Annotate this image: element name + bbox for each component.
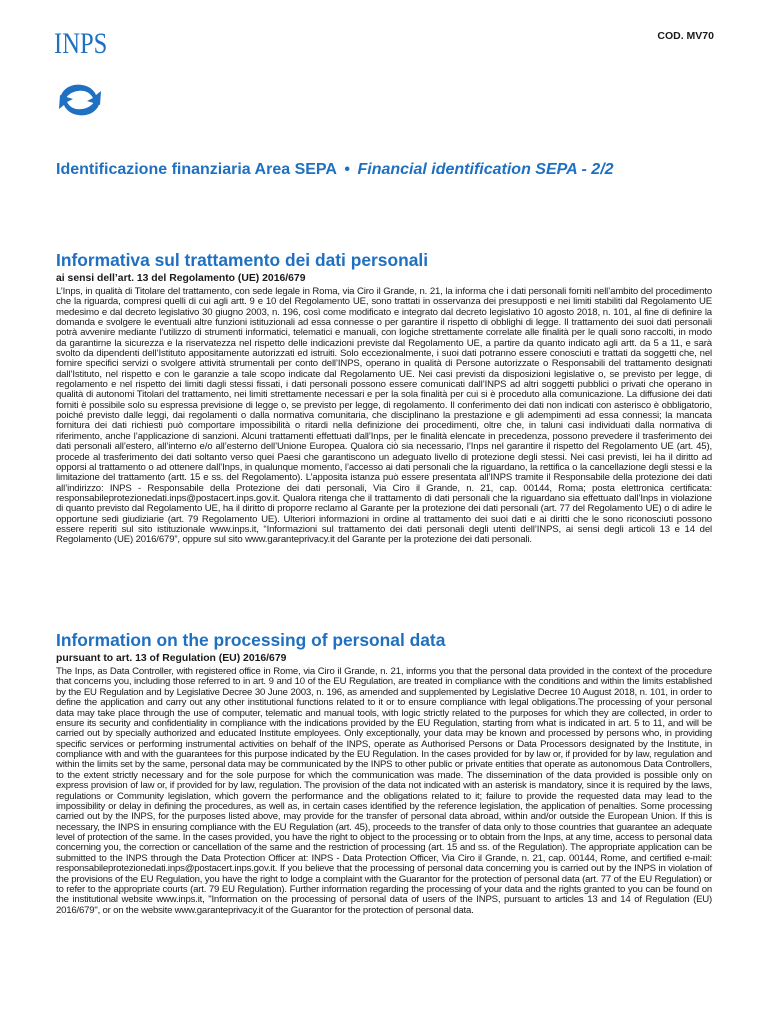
title-separator: • [344,161,351,178]
title-italian: Identificazione finanziaria Area SEPA [56,161,337,178]
privacy-notice-italian [56,250,712,546]
logo-text: INPS [54,27,108,60]
inps-logo [50,27,110,122]
section-heading: Informativa sul trattamento dei dati personali [56,250,429,270]
section-heading: Information on the processing of personal data [56,630,446,650]
section-subheading: ai sensi dell’art. 13 del Regolamento (UE) 2016/679 [56,273,306,284]
section-body: L’Inps, in qualità di Titolare del trattamento, con sede legale in Roma, via Ciro il Grande, n. 21, la informa che i dati personali forniti nell’ambito del procedimento che la riguarda, compresi quelli di cui agli artt. 9 e 10 del Regolamento UE, sono trattati in osservanza dei presupposti e nei limiti stabiliti dal Regolamento UE medesimo e dal decreto legislativo 30 giugno 2003, n. 196, così come modificato e integrato dal decreto legislativo 10 agosto 2018, n. 101, al fine di definire la domanda e svolgere le eventuali altre funzioni istituzionali ad essa connesse o per garantire il rispetto di obblighi di legge. Il trattamento dei suoi dati personali potrà avvenire mediante l’utilizzo di strumenti informatici, telematici e manuali, con logiche strettamente correlate alle finalità per le quali sono raccolti, in modo da garantirne la sicurezza e la riservatezza nel rispetto delle indicazioni previste dal Regolamento UE, a partire da quanto indicato agli artt. da 5 a 11, e sarà svolto da dipendenti dell’Istituto appositamente autorizzati ed istruiti. Solo eccezionalmente, i suoi dati potranno essere conosciuti e trattati da soggetti che, nel fornire specifici servizi o svolgere attività strumentali per conto dell’INPS, operano in qualità di Persone autorizzate o Responsabili del trattamento designati dall’Istituto, nel rispetto e con le garanzie a tale scopo indicate dal Regolamento UE. Nei casi previsti da disposizioni legislative o, se previsto per legge, di regolamento e nel rispetto dei limiti dagli stessi fissati, i dati personali possono essere comunicati dall’INPS ad altri soggetti pubblici o privati che operano in qualità di autonomi Titolari del trattamento, nei limiti strettamente necessari e per la sola finalità per cui si è proceduto alla comunicazione. La diffusione dei dati forniti è possibile solo su espressa previsione di legge o, se previsto per legge, di regolamento. Il conferimento dei dati non indicati con asterisco è obbligatorio, poiché previsto dalle leggi, dai regolamenti o dalla normativa comunitaria, che disciplinano la prestazione e gli adempimenti ad essa connessi; la mancata fornitura dei dati richiesti può comportare impossibilità o ritardi nella definizione dei procedimenti, oltre che, in taluni casi individuati dalla normativa di riferimento, anche l’applicazione di sanzioni. Alcuni trattamenti effettuati dall’Inps, per le finalità elencate in precedenza, possono prevedere il trasferimento dei dati personali all’estero, all’interno e/o all’esterno dell’Unione Europea. Qualora ciò sia necessario, l’Inps nel garantire il rispetto del Regolamento UE (art. 45), procede al trasferimento dei dati soltanto verso quei Paesi che garantiscono un adeguato livello di protezione degli stessi. Nei casi previsti, lei ha il diritto ad opporsi al trattamento o ad ottenere dall’Inps, in qualunque momento, l’accesso ai dati personali che la riguardano, la rettifica o la cancellazione degli stessi e la limitazione del trattamento (artt. 15 e ss. del Regolamento). L’apposita istanza può essere presentata all’INPS tramite il Responsabile della protezione dei dati all’indirizzo: INPS - Responsabile della Protezione dei dati personali, Via Ciro il Grande, n. 21, cap. 00144, Roma; posta elettronica certificata: responsabileprotezionedati.inps@postacert.inps.gov.it. Qualora ritenga che il trattamento di dati personali che la riguardano sia effettuato dall’Inps in violazione di quanto previsto dal Regolamento UE, ha il diritto di proporre reclamo al Garante per la protezione dei dati personali (art. 77 del Regolamento UE) o di adire le opportune sedi giudiziarie (art. 79 Regolamento UE). Ulteriori informazioni in ordine al trattamento dei suoi dati e ai diritti che le sono riconosciuti possono essere reperiti sul sito istituzionale www.inps.it, “Informazioni sul trattamento dei dati personali degli utenti dell’INPS, ai sensi degli articoli 13 e 14 del Regolamento (UE) 2016/679”, oppure sul sito www.garanteprivacy.it del Garante per la protezione dei dati personali. [56,286,712,546]
inps-swirl-logo-icon [54,79,106,121]
privacy-notice-english [56,630,712,916]
form-code: COD. MV70 [657,30,714,42]
section-subheading: pursuant to art. 13 of Regulation (EU) 2016/679 [56,653,287,664]
title-english: Financial identification SEPA - 2/2 [357,161,614,178]
section-body: The Inps, as Data Controller, with registered office in Rome, via Ciro il Grande, n. 21, informs you that the personal data provided in the context of the procedure that concerns you, including those referred to in art. 9 and 10 of the EU Regulation, are treated in compliance with the conditions and within the limits established by the EU Regulation and by Legislative Decree 30 June 2003, n. 196, as amended and supplemented by Legislative Decree 10 August 2018, n. 101, in order to define the application and carry out any other institutional functions related to it or to ensure compliance with legal obligations.The processing of your personal data may take place through the use of computer, telematic and manual tools, with logic strictly related to the purposes for which they are collected, in order to ensure its security and confidentiality in compliance with the indications provided by the EU Regulation, starting from what is indicated in art. 5 to 11, and will be carried out by specially authorized and educated Institute employees. Only exceptionally, your data may be known and processed by persons who, in providing specific services or performing instrumental activities on behalf of the INPS, operate as Authorised Persons or Data Processors designated by the Institute, in compliance with and with the guarantees for this purpose indicated by the EU Regulation. In the cases provided for by law or, if provided for by law, regulation and within the limits set by the same, personal data may be communicated by the INPS to other public or private entities that operate as autonomous Data Controllers, to the extent strictly necessary and for the sole purpose for which the communication was made. The dissemination of the data provided is possible only on express provision of law or, if provided for by law, regulation. The provision of the data not indicated with an asterisk is mandatory, since it is required by the laws, regulations or Community legislation, which govern the performance and the obligations related to it; failure to provide the requested data may lead to the impossibility or delay in defining the procedures, as well as, in certain cases identified by the reference legislation, the application of penalties. Some processing carried out by the INPS, for the purposes listed above, may provide for the transfer of personal data abroad, within and/or outside the European Union. If this is necessary, the INPS in ensuring compliance with the EU Regulation (art. 45), proceeds to the transfer of data only to those countries that guarantee an adequate level of protection of the same. In the cases provided, you have the right to object to the processing or to obtain from the Inps, at any time, access to personal data concerning you, the correction or cancellation of the same and the restriction of processing (art. 15 and ss. of the Regulation). The appropriate application can be submitted to the INPS through the Data Protection Officer at: INPS - Data Protection Officer, Via Ciro il Grande, n. 21, cap. 00144, Rome, and certified e-mail: responsabileprotezionedati.inps@postacert.inps.gov.it. If you believe that the processing of personal data concerning you is carried out by the INPS in violation of the provisions of the EU Regulation, you have the right to lodge a complaint with the Guarantor for the protection of personal data (art. 77 of the EU Regulation) or to refer to the appropriate courts (art. 79 EU Regulation). Further information regarding the processing of your data and the rights granted to you can be found on the institutional website www.inps.it, "Information on the processing of personal data of users of the INPS, pursuant to articles 13 and 14 of Regulation (EU) 2016/679", or on the website www.garanteprivacy.it of the Guarantor for the protection of personal data. [56,666,712,916]
document-title [56,160,614,180]
